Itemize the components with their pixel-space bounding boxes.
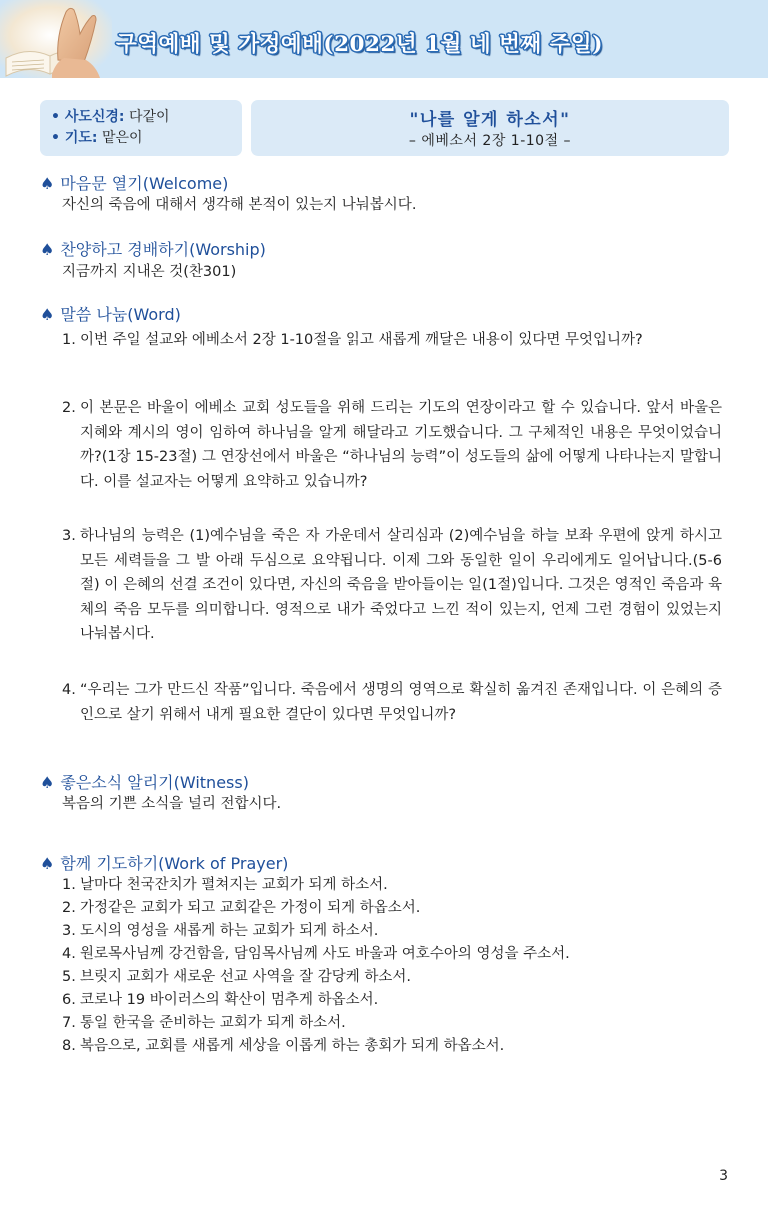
prayer-item-text: 도시의 영성을 새롭게 하는 교회가 되게 하소서. (80, 923, 379, 939)
prayer-item-number: 8. (62, 1038, 76, 1054)
spade-icon: ♠ (40, 174, 55, 193)
witness-body: 복음의 기쁜 소식을 널리 전합시다. (62, 796, 282, 812)
question-text: “우리는 그가 만드신 작품”입니다. 죽음에서 생명의 영역으로 확실히 옮겨진 존재입니다. 이 은혜의 증인으로 살기 위해서 내게 필요한 결단이 있다면 무엇입니까? (80, 682, 722, 723)
section-heading-welcome (40, 171, 228, 194)
worship-body: 지금까지 지내온 것(찬301) (62, 264, 237, 280)
prayer-item-text: 복음으로, 교회를 새롭게 세상을 이롭게 하는 총회가 되게 하옵소서. (80, 1038, 505, 1054)
prayer-item-text: 브릿지 교회가 새로운 선교 사역을 잘 감당케 하소서. (80, 969, 412, 985)
question-number: 1. (62, 332, 76, 348)
prayer-item-text: 가정같은 교회가 되고 교회같은 가정이 되게 하옵소서. (80, 900, 421, 916)
creed-label: • 사도신경: (51, 109, 125, 125)
prayer-item (62, 966, 722, 989)
creed-line (51, 107, 242, 128)
question-item (62, 678, 722, 727)
section-heading-witness (40, 770, 249, 793)
prayer-item (62, 874, 722, 897)
question-number: 4. (62, 682, 76, 698)
spade-icon: ♠ (40, 305, 55, 324)
prayer-item-text: 원로목사님께 강건함을, 담임목사님께 사도 바울과 여호수아의 영성을 주소서. (80, 946, 570, 962)
prayer-label: • 기도: (51, 130, 98, 146)
spade-icon: ♠ (40, 854, 55, 873)
prayer-item (62, 1035, 722, 1058)
sermon-title-box (251, 100, 729, 156)
prayer-item-text: 통일 한국을 준비하는 교회가 되게 하소서. (80, 1015, 346, 1031)
prayer-item-number: 5. (62, 969, 76, 985)
prayer-list (62, 874, 722, 1058)
prayer-item (62, 989, 722, 1012)
sermon-reference: – 에베소서 2장 1-10절 – (408, 133, 572, 149)
prayer-item (62, 897, 722, 920)
prayer-item (62, 920, 722, 943)
sermon-title: "나를 알게 하소서" (409, 110, 571, 130)
question-item (62, 328, 722, 353)
creed-value: 다같이 (128, 109, 170, 125)
prayer-item-text: 날마다 천국잔치가 펼쳐지는 교회가 되게 하소서. (80, 877, 388, 893)
page-number: 3 (719, 1168, 728, 1184)
worship-heading-text: 찬양하고 경배하기(Worship) (60, 240, 266, 259)
question-text: 이 본문은 바울이 에베소 교회 성도들을 위해 드리는 기도의 연장이라고 할 수 있습니다. 앞서 바울은 지혜와 계시의 영이 임하여 하나님을 알게 해달라고 기도했습니다. 그 구체적인 내용은 무엇이었습니까?(1장 15-23절) 그 연장선에서 바울은 “하나님의 능력”이 성도들의 삶에 어떻게 나타나는지 말합니다. 이를 설교자는 어떻게 요약하고 있습니까? (80, 400, 722, 490)
word-heading-text: 말씀 나눔(Word) (60, 305, 181, 324)
welcome-heading-text: 마음문 열기(Welcome) (60, 174, 229, 193)
prayer-line (51, 128, 242, 149)
welcome-body: 자신의 죽음에 대해서 생각해 본적이 있는지 나눠봅시다. (62, 197, 417, 213)
question-number: 3. (62, 528, 76, 544)
prayer-heading-text: 함께 기도하기(Work of Prayer) (60, 854, 289, 873)
prayer-item-number: 4. (62, 946, 76, 962)
prayer-item (62, 943, 722, 966)
section-heading-prayer (40, 851, 288, 874)
spade-icon: ♠ (40, 773, 55, 792)
question-item (62, 396, 722, 494)
witness-heading-text: 좋은소식 알리기(Witness) (60, 773, 249, 792)
question-text: 하나님의 능력은 (1)예수님을 죽은 자 가운데서 살리심과 (2)예수님을 하늘 보좌 우편에 앉게 하시고 모든 세력들을 그 발 아래 두심으로 요약됩니다. 이제 그와 동일한 일이 우리에게도 일어납니다.(5-6절) 이 은혜의 선결 조건이 있다면, 자신의 죽음을 받아들이는 일(1절)입니다. 그것은 영적인 죽음과 육체의 죽음 모두를 의미합니다. 영적으로 내가 죽었다고 느낀 적이 있는지, 언제 그런 경험이 있었는지 나눠봅시다. (80, 528, 722, 642)
page-title: 구역예배 및 가정예배(2022년 1월 네 번째 주일) (116, 32, 603, 57)
section-heading-worship (40, 237, 266, 260)
prayer-value: 맡은이 (101, 130, 143, 146)
prayer-item-text: 코로나 19 바이러스의 확산이 멈추게 하옵소서. (80, 992, 379, 1008)
header-banner (0, 0, 768, 78)
spade-icon: ♠ (40, 240, 55, 259)
prayer-item-number: 7. (62, 1015, 76, 1031)
question-item (62, 524, 722, 647)
prayer-item-number: 3. (62, 923, 76, 939)
service-order-box (40, 100, 242, 156)
section-heading-word (40, 302, 181, 325)
prayer-item-number: 1. (62, 877, 76, 893)
prayer-item-number: 2. (62, 900, 76, 916)
prayer-item-number: 6. (62, 992, 76, 1008)
question-text: 이번 주일 설교와 에베소서 2장 1-10절을 읽고 새롭게 깨달은 내용이 있다면 무엇입니까? (80, 332, 643, 348)
prayer-item (62, 1012, 722, 1035)
praying-hands-bible-photo (0, 0, 112, 78)
question-number: 2. (62, 400, 76, 416)
